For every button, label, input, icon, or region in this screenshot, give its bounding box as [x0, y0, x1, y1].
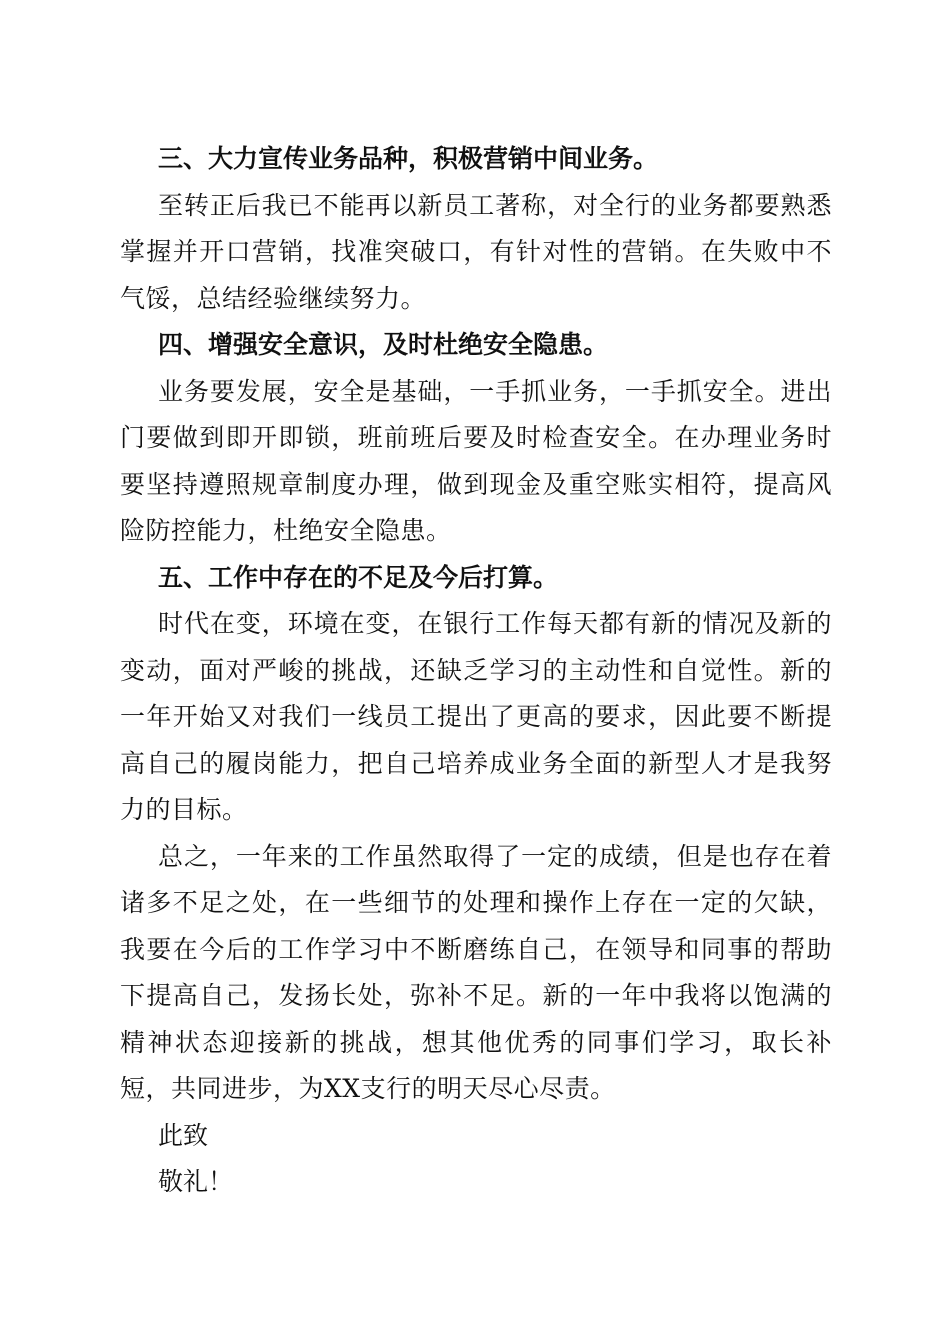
document-body — [120, 136, 832, 1206]
section-heading-4: 四、增强安全意识，及时杜绝安全隐患。 — [158, 330, 609, 359]
conclusion-paragraph: 总之，一年来的工作虽然取得了一定的成绩，但是也存在着诸多不足之处，在一些细节的处理和操作上存在一定的欠缺，我要在今后的工作学习中不断磨练自己，在领导和同事的帮助下提高自己，发扬长处，弥补不足。新的一年中我将以饱满的精神状态迎接新的挑战，想其他优秀的同事们学习，取长补短，共同进步，为XX支行的明天尽心尽责。 — [120, 841, 832, 1103]
section-paragraph-4: 业务要发展，安全是基础，一手抓业务，一手抓安全。进出门要做到即开即锁，班前班后要及时检查安全。在办理业务时要坚持遵照规章制度办理，做到现金及重空账实相符，提高风险防控能力，杜绝安全隐患。 — [120, 376, 832, 545]
section-heading-3: 三、大力宣传业务品种，积极营销中间业务。 — [158, 144, 659, 173]
section-paragraph-5: 时代在变，环境在变，在银行工作每天都有新的情况及新的变动，面对严峻的挑战，还缺乏学习的主动性和自觉性。新的一年开始又对我们一线员工提出了更高的要求，因此要不断提高自己的履岗能力，把自己培养成业务全面的新型人才是我努力的目标。 — [120, 609, 832, 824]
section-paragraph-3: 至转正后我已不能再以新员工著称，对全行的业务都要熟悉掌握并开口营销，找准突破口，有针对性的营销。在失败中不气馁，总结经验继续努力。 — [120, 190, 832, 313]
section-heading-5: 五、工作中存在的不足及今后打算。 — [158, 562, 559, 592]
closing-regards: 敬礼！ — [158, 1167, 234, 1196]
closing-salutation: 此致 — [158, 1120, 209, 1150]
